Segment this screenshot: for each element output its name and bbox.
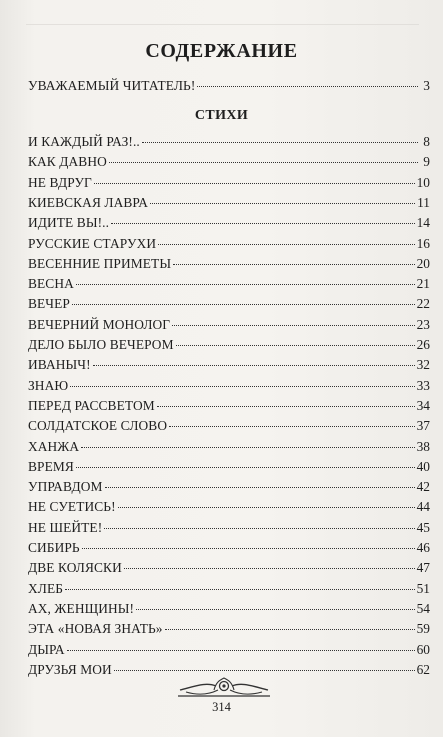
toc-entry[interactable] — [28, 558, 430, 578]
toc-entry-page: 26 — [416, 337, 430, 352]
toc-entry[interactable] — [28, 640, 430, 660]
toc-entry-label: УПРАВДОМ — [28, 479, 103, 495]
toc-entry-label: ВЕЧЕРНИЙ МОНОЛОГ — [28, 316, 171, 332]
page-number: 314 — [212, 700, 231, 714]
toc-entry-page: 62 — [416, 661, 430, 677]
toc-entry[interactable] — [28, 518, 430, 538]
toc-entry-page: 16 — [416, 235, 430, 251]
dot-leader — [157, 406, 415, 407]
toc-entry-label: ХАНЖА — [28, 438, 80, 454]
toc-entry-page: 23 — [416, 316, 430, 332]
toc-entry-page: 60 — [416, 641, 430, 657]
toc-entry-page: 33 — [416, 377, 430, 393]
toc-entry[interactable] — [28, 416, 430, 436]
toc-entry[interactable] — [28, 437, 430, 457]
toc-entry[interactable] — [28, 132, 430, 152]
dot-leader — [76, 467, 415, 468]
toc-entry-label: АХ, ЖЕНЩИНЫ! — [28, 600, 135, 616]
dot-leader — [197, 86, 418, 87]
toc-entry-page: 44 — [416, 499, 430, 515]
dot-leader — [118, 507, 415, 508]
toc-entry-label: СОЛДАТСКОЕ СЛОВО — [28, 418, 168, 434]
toc-entry-label: НЕ СУЕТИСЬ! — [28, 499, 116, 515]
toc-entry-label: УВАЖАЕМЫЙ ЧИТАТЕЛЬ! — [28, 78, 196, 93]
toc-entry[interactable] — [28, 457, 430, 477]
dot-leader — [136, 609, 415, 610]
dot-leader — [173, 264, 415, 265]
dot-leader — [142, 142, 418, 143]
dot-leader — [172, 325, 414, 326]
dot-leader — [150, 203, 415, 204]
dot-leader — [72, 304, 415, 305]
toc-entry-page: 9 — [423, 154, 430, 170]
dot-leader — [176, 345, 415, 346]
page-title: СОДЕРЖАНИЕ — [145, 40, 298, 62]
bleed-through-rule — [26, 14, 419, 25]
toc-entry-page: 34 — [416, 397, 430, 413]
toc-entry-label: ДРУЗЬЯ МОИ — [28, 661, 112, 677]
dot-leader — [82, 548, 415, 549]
toc-entry-label: ЗНАЮ — [28, 377, 69, 393]
toc-entry-page: 37 — [416, 418, 430, 434]
toc-entry-page: 8 — [423, 134, 430, 149]
dot-leader — [104, 528, 414, 529]
toc-entry[interactable] — [28, 538, 430, 558]
toc-entry[interactable] — [28, 315, 430, 335]
toc-entry-page: 51 — [416, 580, 430, 596]
toc-entry-page: 22 — [416, 296, 430, 312]
toc-entry[interactable] — [28, 396, 430, 416]
toc-entry-page: 45 — [416, 519, 430, 535]
dot-leader — [111, 223, 415, 224]
toc-entry[interactable] — [28, 335, 430, 355]
toc-entry-page: 32 — [416, 357, 430, 373]
toc-entry-label: ПЕРЕД РАССВЕТОМ — [28, 397, 155, 413]
toc-entry-page: 59 — [416, 621, 430, 637]
dot-leader — [70, 386, 414, 387]
dot-leader — [93, 365, 415, 366]
dot-leader — [105, 487, 415, 488]
section-heading: СТИХИ — [194, 108, 249, 123]
flourish-ornament-icon — [176, 672, 272, 702]
toc-entry[interactable] — [28, 294, 430, 314]
toc-entry[interactable] — [28, 579, 430, 599]
toc-entry-label: ХЛЕБ — [28, 580, 64, 596]
toc-entry-label: ДЫРА — [28, 641, 65, 657]
dot-leader — [124, 568, 415, 569]
toc-entry-label: ДЕЛО БЫЛО ВЕЧЕРОМ — [28, 337, 174, 352]
toc-entry[interactable] — [28, 193, 430, 213]
toc-entry[interactable] — [28, 599, 430, 619]
toc-entry[interactable] — [28, 213, 430, 233]
dot-leader — [76, 284, 415, 285]
toc-entry-page: 11 — [417, 194, 430, 210]
toc-entry-page: 10 — [416, 174, 430, 190]
toc-entry-label: ВЕСНА — [28, 276, 74, 292]
toc-entry[interactable] — [28, 254, 430, 274]
toc-entry-label: И КАЖДЫЙ РАЗ!.. — [28, 134, 140, 149]
toc-entry-label: ВЕСЕННИЕ ПРИМЕТЫ — [28, 255, 172, 271]
toc-entry-page: 40 — [416, 458, 430, 474]
toc-entry-label: КИЕВСКАЯ ЛАВРА — [28, 194, 149, 210]
dot-leader — [67, 650, 415, 651]
toc-entry-page: 21 — [416, 276, 430, 292]
toc-entry-page: 20 — [416, 255, 430, 271]
toc-entry[interactable] — [28, 477, 430, 497]
dot-leader — [169, 426, 415, 427]
toc-entry[interactable] — [28, 376, 430, 396]
toc-entry-label: СИБИРЬ — [28, 540, 80, 555]
toc-entry-page: 38 — [416, 438, 430, 454]
toc-entry-label: ИВАНЫЧ! — [28, 357, 91, 373]
dot-leader — [158, 244, 414, 245]
toc-entry[interactable] — [28, 173, 430, 193]
toc-entry-label: НЕ ВДРУГ — [28, 174, 92, 190]
toc-entry-page: 42 — [416, 479, 430, 495]
toc-entry[interactable] — [28, 619, 430, 639]
toc-entry-label: РУССКИЕ СТАРУХИ — [28, 235, 157, 251]
toc-entry-label: ВЕЧЕР — [28, 296, 70, 312]
dot-leader — [65, 589, 415, 590]
dot-leader — [165, 629, 415, 630]
toc-entry-label: КАК ДАВНО — [28, 154, 107, 170]
toc-entry-page: 54 — [416, 600, 430, 616]
dot-leader — [114, 670, 415, 671]
toc-entry[interactable] — [28, 355, 430, 375]
toc-entry-page: 3 — [423, 78, 430, 93]
dot-leader — [94, 183, 415, 184]
toc-entry-label: ЭТА «НОВАЯ ЗНАТЬ» — [28, 621, 163, 637]
toc-entry-label: ВРЕМЯ — [28, 458, 74, 474]
toc-entry-label: ДВЕ КОЛЯСКИ — [28, 560, 122, 576]
toc-entry[interactable] — [28, 152, 430, 172]
toc-entry-intro[interactable] — [28, 76, 430, 96]
toc-entry-page: 14 — [416, 215, 430, 231]
toc-entry[interactable] — [28, 274, 430, 294]
dot-leader — [81, 447, 414, 448]
dot-leader — [109, 162, 418, 163]
toc-entry-page: 47 — [416, 560, 430, 576]
toc-entry-label: НЕ ШЕЙТЕ! — [28, 519, 103, 535]
toc-entry-label: ИДИТЕ ВЫ!.. — [28, 215, 110, 231]
toc-entry[interactable] — [28, 234, 430, 254]
toc-entry[interactable] — [28, 497, 430, 517]
toc-entry-page: 46 — [416, 540, 430, 555]
